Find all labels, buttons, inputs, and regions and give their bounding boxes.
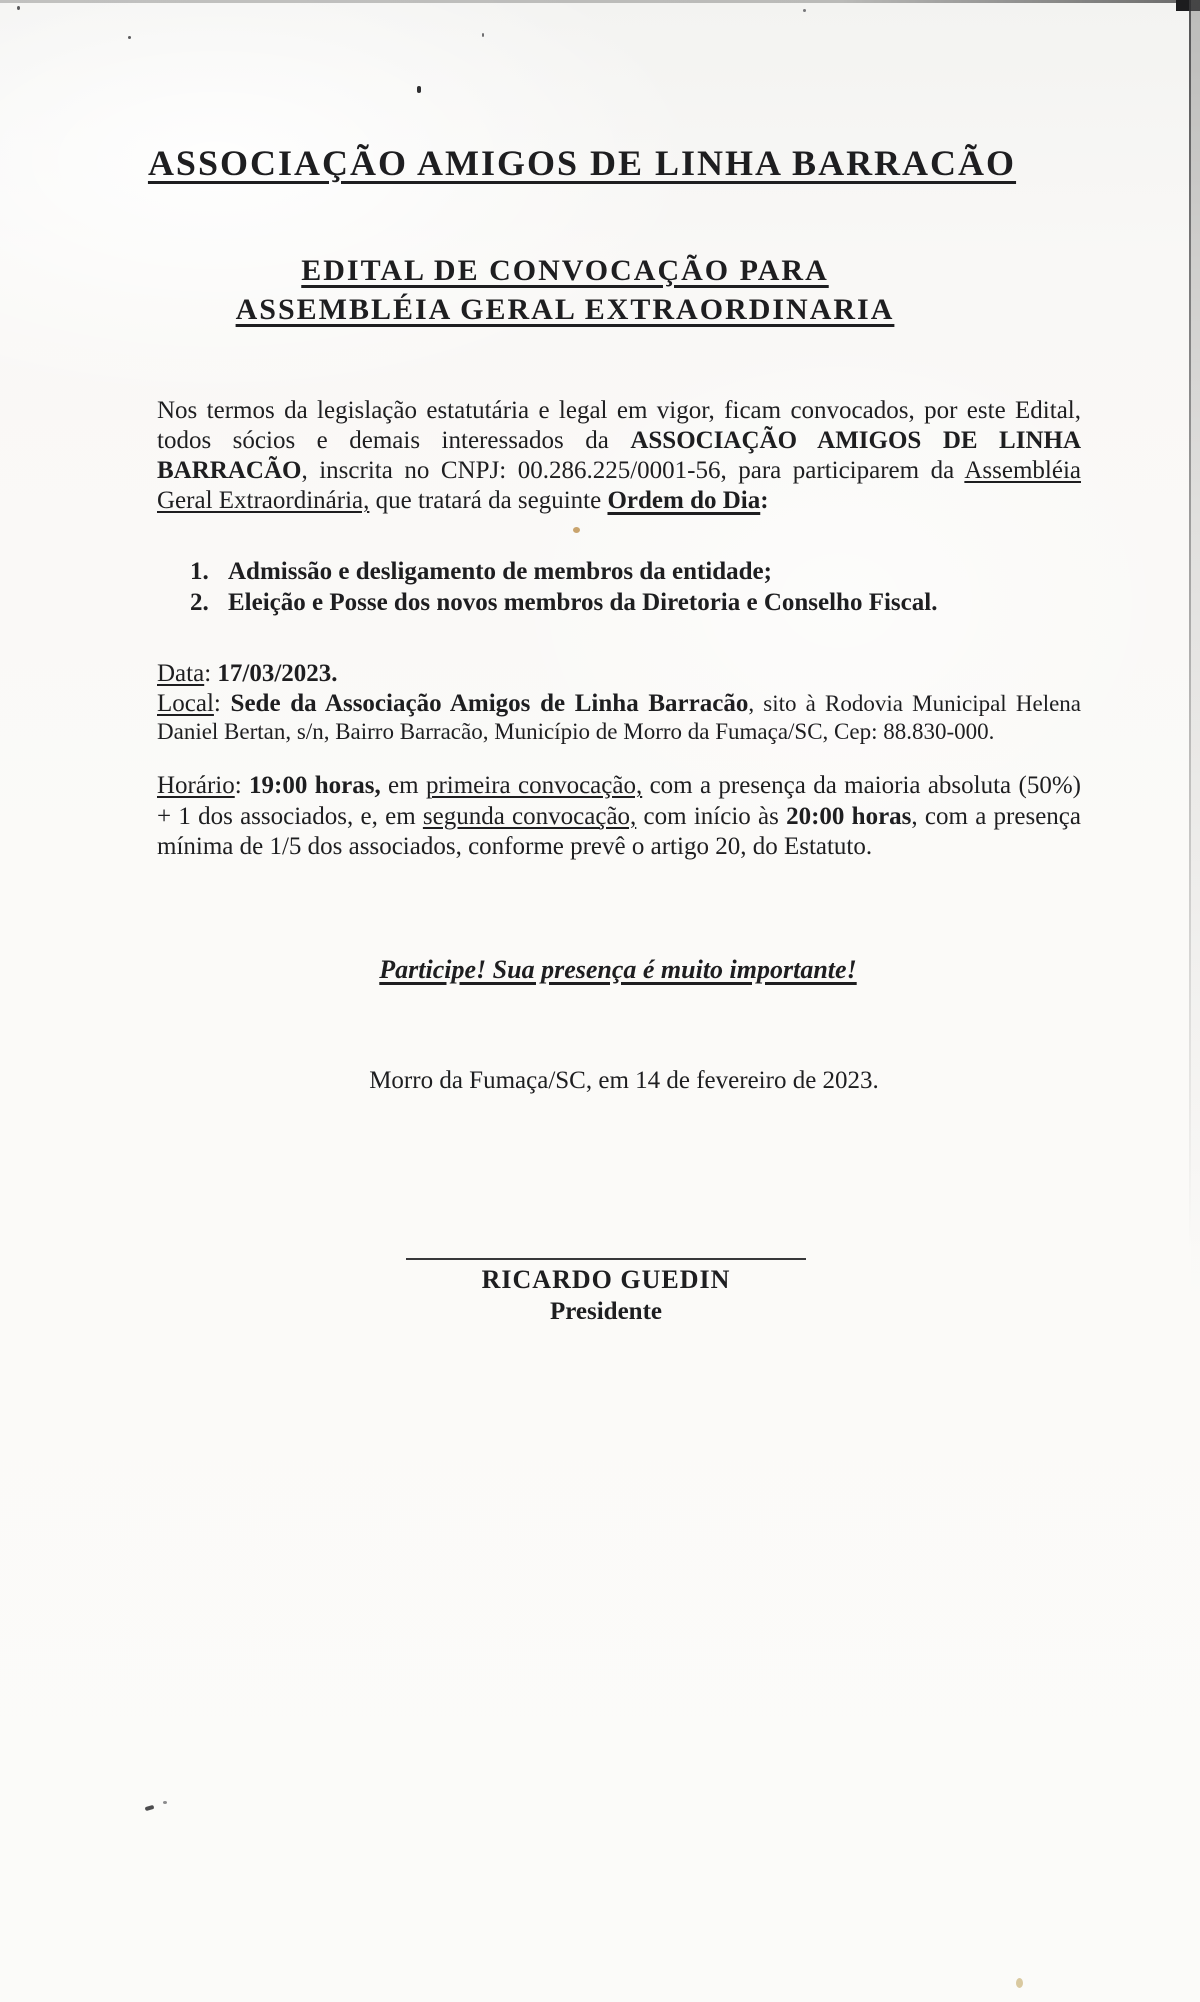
time-separator: :	[234, 772, 250, 799]
heading-line-1: EDITAL DE CONVOCAÇÃO PARA	[301, 253, 829, 287]
agenda-item-2	[190, 587, 1080, 618]
assembly-name: Assembléia Geral Extraordinária,	[157, 457, 1081, 514]
scan-speck	[145, 1805, 155, 1811]
date-value: 17/03/2023.	[217, 660, 338, 687]
second-call-label: segunda convocação,	[422, 802, 637, 830]
time-paragraph	[157, 771, 1081, 863]
time-text-2: com a presença da maioria absoluta (50%) + 1 dos associados, e, em	[157, 772, 1081, 830]
time-label: Horário	[157, 772, 235, 799]
signatory-role: Presidente	[549, 1298, 662, 1325]
venue-name: Sede da Associação Amigos de Linha Barracão	[230, 690, 749, 717]
scan-speck	[573, 527, 580, 533]
association-title	[107, 142, 1057, 184]
heading-line-2: ASSEMBLÉIA GERAL EXTRAORDINARIA	[235, 292, 895, 326]
date-line	[157, 660, 338, 688]
second-call-time: 20:00 horas	[786, 802, 912, 830]
agenda-item-1-text: Admissão e desligamento de membros da entidade;	[228, 558, 772, 585]
scan-speck	[17, 6, 20, 10]
time-text-4: , com a presença mínima de 1/5 dos associados, conforme prevê o artigo 20, do Estatuto.	[157, 802, 1081, 860]
city-date-line: Morro da Fumaça/SC, em 14 de fevereiro de 2023.	[369, 1067, 879, 1094]
venue-address: sito à Rodovia Municipal Helena Daniel Bertan, s/n, Bairro Barracão, Município de Morro da Fumaça/SC, Cep: 88.830-000.	[157, 691, 1082, 744]
agenda-item-1-number: 1.	[190, 558, 209, 585]
time-text-3: com início às	[636, 802, 787, 830]
signature-line	[406, 1258, 806, 1260]
scan-speck	[482, 33, 484, 37]
place-label: Local	[157, 690, 214, 717]
intro-text-cont: que tratará da seguinte	[369, 487, 608, 514]
signature-block	[131, 1258, 1081, 1326]
scan-speck	[163, 1801, 167, 1804]
association-name: ASSOCIAÇÃO AMIGOS DE LINHA BARRACÃO	[157, 427, 1082, 484]
participation-slogan-text: Participe! Sua presença é muito importante!	[379, 955, 857, 984]
signatory-name: RICARDO GUEDIN	[481, 1265, 731, 1294]
scan-top-edge	[0, 0, 1200, 3]
scan-right-edge-shade	[1191, 0, 1200, 1300]
ordem-do-dia-label: Ordem do Dia	[607, 487, 761, 514]
time-text-1: em	[380, 772, 426, 799]
agenda-item-2-text: Eleição e Posse dos novos membros da Diretoria e Conselho Fiscal.	[228, 589, 938, 616]
scan-speck	[417, 86, 421, 93]
cnpj-text: , inscrita no CNPJ: 00.286.225/0001-56, para participarem da	[301, 457, 965, 484]
association-title-text: ASSOCIAÇÃO AMIGOS DE LINHA BARRACÃO	[147, 143, 1017, 184]
scan-speck	[128, 36, 131, 39]
agenda-list	[190, 556, 1080, 618]
agenda-item-1	[190, 556, 1080, 587]
place-paragraph	[157, 690, 1081, 746]
first-call-label: primeira convocação,	[425, 772, 643, 799]
intro-text: Nos termos da legislação estatutária e legal em vigor, ficam convocados, por este Edital, todos sócios e demais interessados da	[157, 397, 1081, 454]
scan-speck	[1016, 1978, 1023, 1988]
participation-slogan	[143, 955, 1093, 985]
scan-speck	[803, 9, 806, 12]
agenda-item-2-number: 2.	[190, 589, 209, 616]
intro-paragraph	[157, 396, 1081, 516]
date-label: Data	[157, 660, 205, 687]
edital-heading	[90, 251, 1040, 329]
venue-comma: ,	[748, 691, 764, 716]
colon: :	[760, 487, 769, 514]
place-separator: :	[213, 690, 231, 717]
date-separator: :	[204, 660, 218, 687]
first-call-time: 19:00 horas,	[249, 772, 381, 799]
